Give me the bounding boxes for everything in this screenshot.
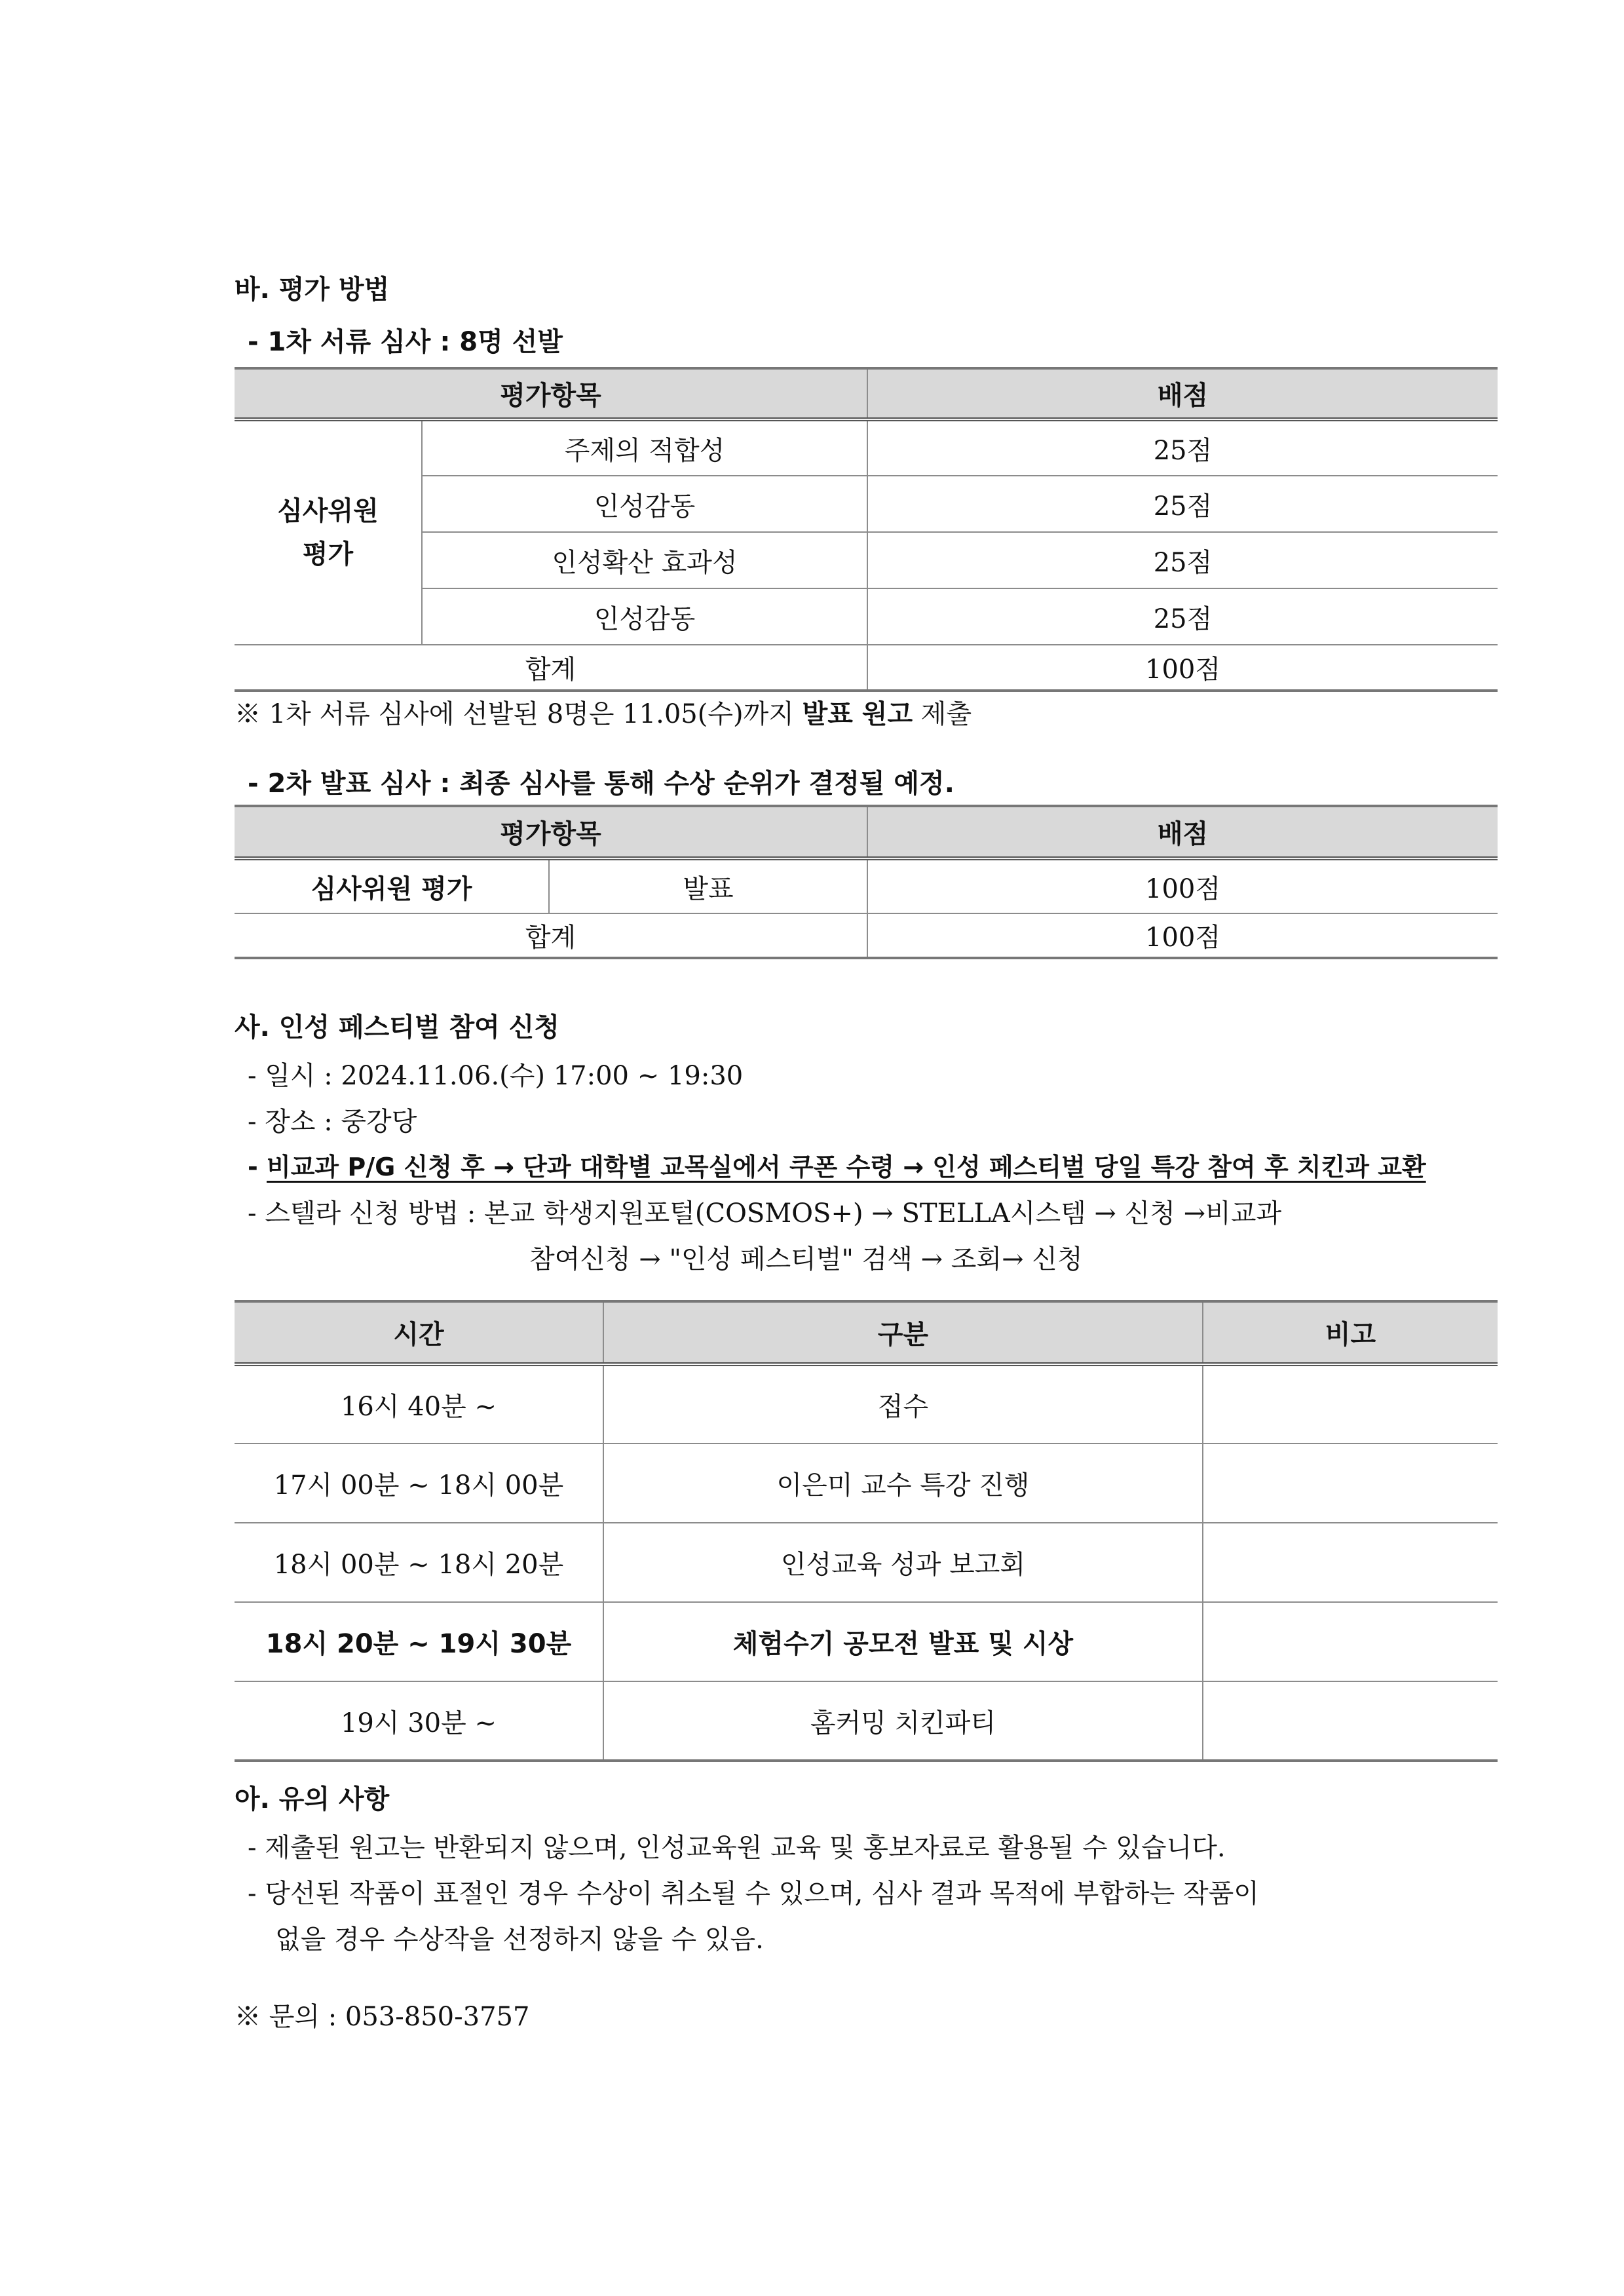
evaluation-table-1 — [235, 367, 1498, 692]
schedule-division: 이은미 교수 특강 진행 — [603, 1444, 1203, 1523]
evaluation-table-2 — [235, 805, 1498, 959]
table1-score: 25점 — [867, 588, 1498, 645]
festival-place: - 장소 : 중강당 — [248, 1107, 417, 1137]
table2-item: 발표 — [549, 858, 867, 913]
schedule-time: 18시 00분 ~ 18시 20분 — [235, 1523, 603, 1602]
schedule-note — [1203, 1364, 1498, 1444]
section-title-notice: 아. 유의 사항 — [235, 1784, 390, 1814]
table1-header-score: 배점 — [867, 368, 1498, 419]
notice-line-2: - 당선된 작품이 표절인 경우 수상이 취소될 수 있으며, 심사 결과 목적에 부합하는 작품이 — [248, 1879, 1259, 1909]
stage2-heading: - 2차 발표 심사 : 최종 심사를 통해 수상 순위가 결정될 예정. — [248, 769, 954, 799]
table1-score: 25점 — [867, 476, 1498, 532]
table1-item: 인성확산 효과성 — [422, 532, 867, 588]
schedule-division: 인성교육 성과 보고회 — [603, 1523, 1203, 1602]
schedule-header-note: 비고 — [1203, 1301, 1498, 1364]
note-bold-text: 발표 원고 — [802, 699, 913, 729]
table2-group-judges: 심사위원 평가 — [235, 858, 549, 913]
schedule-time: 16시 40분 ~ — [235, 1364, 603, 1444]
stella-method-line1: - 스텔라 신청 방법 : 본교 학생지원포털(COSMOS+) → STELLA시스템 → 신청 →비교과 — [248, 1198, 1282, 1229]
table1-score: 25점 — [867, 419, 1498, 476]
table1-total-score: 100점 — [867, 645, 1498, 691]
notice-line-1: - 제출된 원고는 반환되지 않으며, 인성교육원 교육 및 홍보자료로 활용될 수 있습니다. — [248, 1833, 1226, 1863]
schedule-time: 19시 30분 ~ — [235, 1681, 603, 1761]
flow-dash: - — [248, 1153, 258, 1181]
schedule-note — [1203, 1681, 1498, 1761]
table2-header-item: 평가항목 — [235, 806, 867, 858]
schedule-table — [235, 1300, 1498, 1762]
note-text-end: 제출 — [913, 699, 972, 729]
stage1-heading: - 1차 서류 심사 : 8명 선발 — [248, 327, 563, 357]
table2-total-label: 합계 — [235, 913, 867, 958]
schedule-note — [1203, 1444, 1498, 1523]
stage1-note — [235, 693, 972, 731]
schedule-division: 체험수기 공모전 발표 및 시상 — [603, 1602, 1203, 1681]
schedule-note — [1203, 1523, 1498, 1602]
stella-method-line2: 참여신청 → "인성 페스티벌" 검색 → 조회→ 신청 — [529, 1244, 1083, 1274]
schedule-header-division: 구분 — [603, 1301, 1203, 1364]
section-title-evaluation: 바. 평가 방법 — [235, 275, 390, 305]
table2-score: 100점 — [867, 858, 1498, 913]
flow-text: 비교과 P/G 신청 후 → 단과 대학별 교목실에서 쿠폰 수령 → 인성 페스티벌 당일 특강 참여 후 치킨과 교환 — [267, 1153, 1426, 1181]
note-text: ※ 1차 서류 심사에 선발된 8명은 11.05(수)까지 — [235, 699, 803, 729]
schedule-division: 홈커밍 치킨파티 — [603, 1681, 1203, 1761]
table2-total-score: 100점 — [867, 913, 1498, 958]
table1-header-item: 평가항목 — [235, 368, 867, 419]
section-title-festival: 사. 인성 페스티벌 참여 신청 — [235, 1012, 559, 1043]
schedule-time: 18시 20분 ~ 19시 30분 — [235, 1602, 603, 1681]
schedule-header-time: 시간 — [235, 1301, 603, 1364]
festival-date: - 일시 : 2024.11.06.(수) 17:00 ~ 19:30 — [248, 1061, 744, 1091]
notice-line-2-cont: 없을 경우 수상작을 선정하지 않을 수 있음. — [275, 1924, 764, 1955]
table1-item: 주제의 적합성 — [422, 419, 867, 476]
table1-item: 인성감동 — [422, 588, 867, 645]
schedule-division: 접수 — [603, 1364, 1203, 1444]
table1-group-judges: 심사위원 평가 — [235, 419, 422, 645]
festival-flow — [248, 1147, 1426, 1183]
table2-header-score: 배점 — [867, 806, 1498, 858]
schedule-time: 17시 00분 ~ 18시 00분 — [235, 1444, 603, 1523]
contact-info: ※ 문의 : 053-850-3757 — [235, 2002, 530, 2032]
table1-item: 인성감동 — [422, 476, 867, 532]
table1-score: 25점 — [867, 532, 1498, 588]
schedule-note — [1203, 1602, 1498, 1681]
table1-total-label: 합계 — [235, 645, 867, 691]
